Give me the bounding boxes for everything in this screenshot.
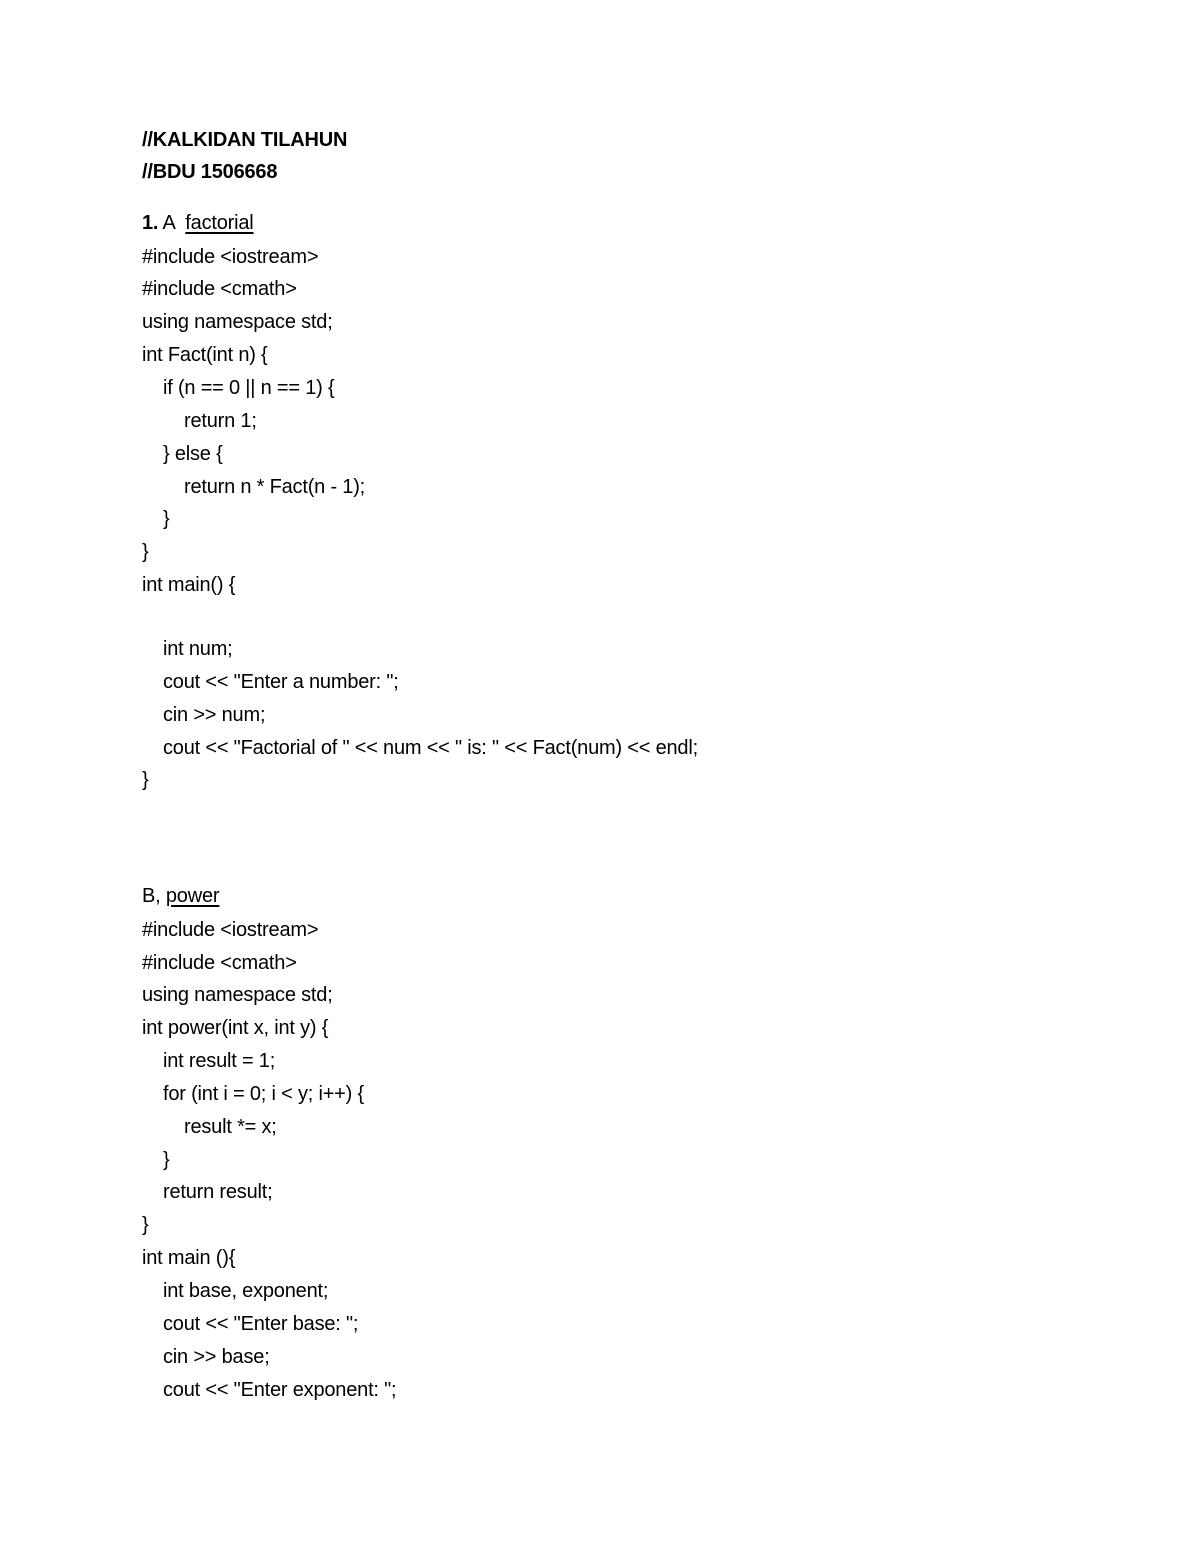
section-b-heading <box>142 883 219 909</box>
code-line: cin >> base; <box>163 1346 270 1368</box>
code-line: int power(int x, int y) { <box>142 1017 329 1039</box>
code-line: cin >> num; <box>163 704 266 726</box>
code-line: return result; <box>163 1181 273 1203</box>
code-line: using namespace std; <box>142 984 333 1006</box>
code-line: #include <iostream> <box>142 919 319 941</box>
code-line: } else { <box>163 443 223 465</box>
section-b-label: B, <box>142 885 166 907</box>
code-line: } <box>142 541 149 563</box>
code-line: cout << "Enter a number: "; <box>163 671 399 693</box>
code-line: #include <iostream> <box>142 246 319 268</box>
code-line: result *= x; <box>184 1116 277 1138</box>
code-line: #include <cmath> <box>142 952 297 974</box>
code-line: int base, exponent; <box>163 1280 329 1302</box>
code-line: return n * Fact(n - 1); <box>184 476 366 498</box>
code-line: cout << "Enter exponent: "; <box>163 1379 397 1401</box>
code-line: int result = 1; <box>163 1050 276 1072</box>
code-line: cout << "Factorial of " << num << " is: " << Fact(num) << endl; <box>163 737 698 759</box>
section-a-letter: A <box>158 212 186 234</box>
section-a-number: 1. <box>142 212 159 234</box>
code-line: using namespace std; <box>142 311 333 333</box>
section-b-title: power <box>165 885 220 907</box>
code-line: } <box>142 769 149 791</box>
code-line: } <box>142 1214 149 1236</box>
section-a-title: factorial <box>185 212 254 234</box>
code-line: cout << "Enter base: "; <box>163 1313 359 1335</box>
code-line: #include <cmath> <box>142 278 297 300</box>
code-line: } <box>163 508 170 530</box>
code-line: for (int i = 0; i < y; i++) { <box>163 1083 364 1105</box>
code-line: int num; <box>163 638 233 660</box>
section-a-heading <box>142 210 254 236</box>
code-line: if (n == 0 || n == 1) { <box>163 377 335 399</box>
code-line: int Fact(int n) { <box>142 344 268 366</box>
code-line: return 1; <box>184 410 257 432</box>
code-line: int main() { <box>142 574 236 596</box>
author-line: //KALKIDAN TILAHUN <box>142 129 348 151</box>
code-line: } <box>163 1149 170 1171</box>
code-line: int main (){ <box>142 1247 236 1269</box>
id-line: //BDU 1506668 <box>142 161 278 183</box>
